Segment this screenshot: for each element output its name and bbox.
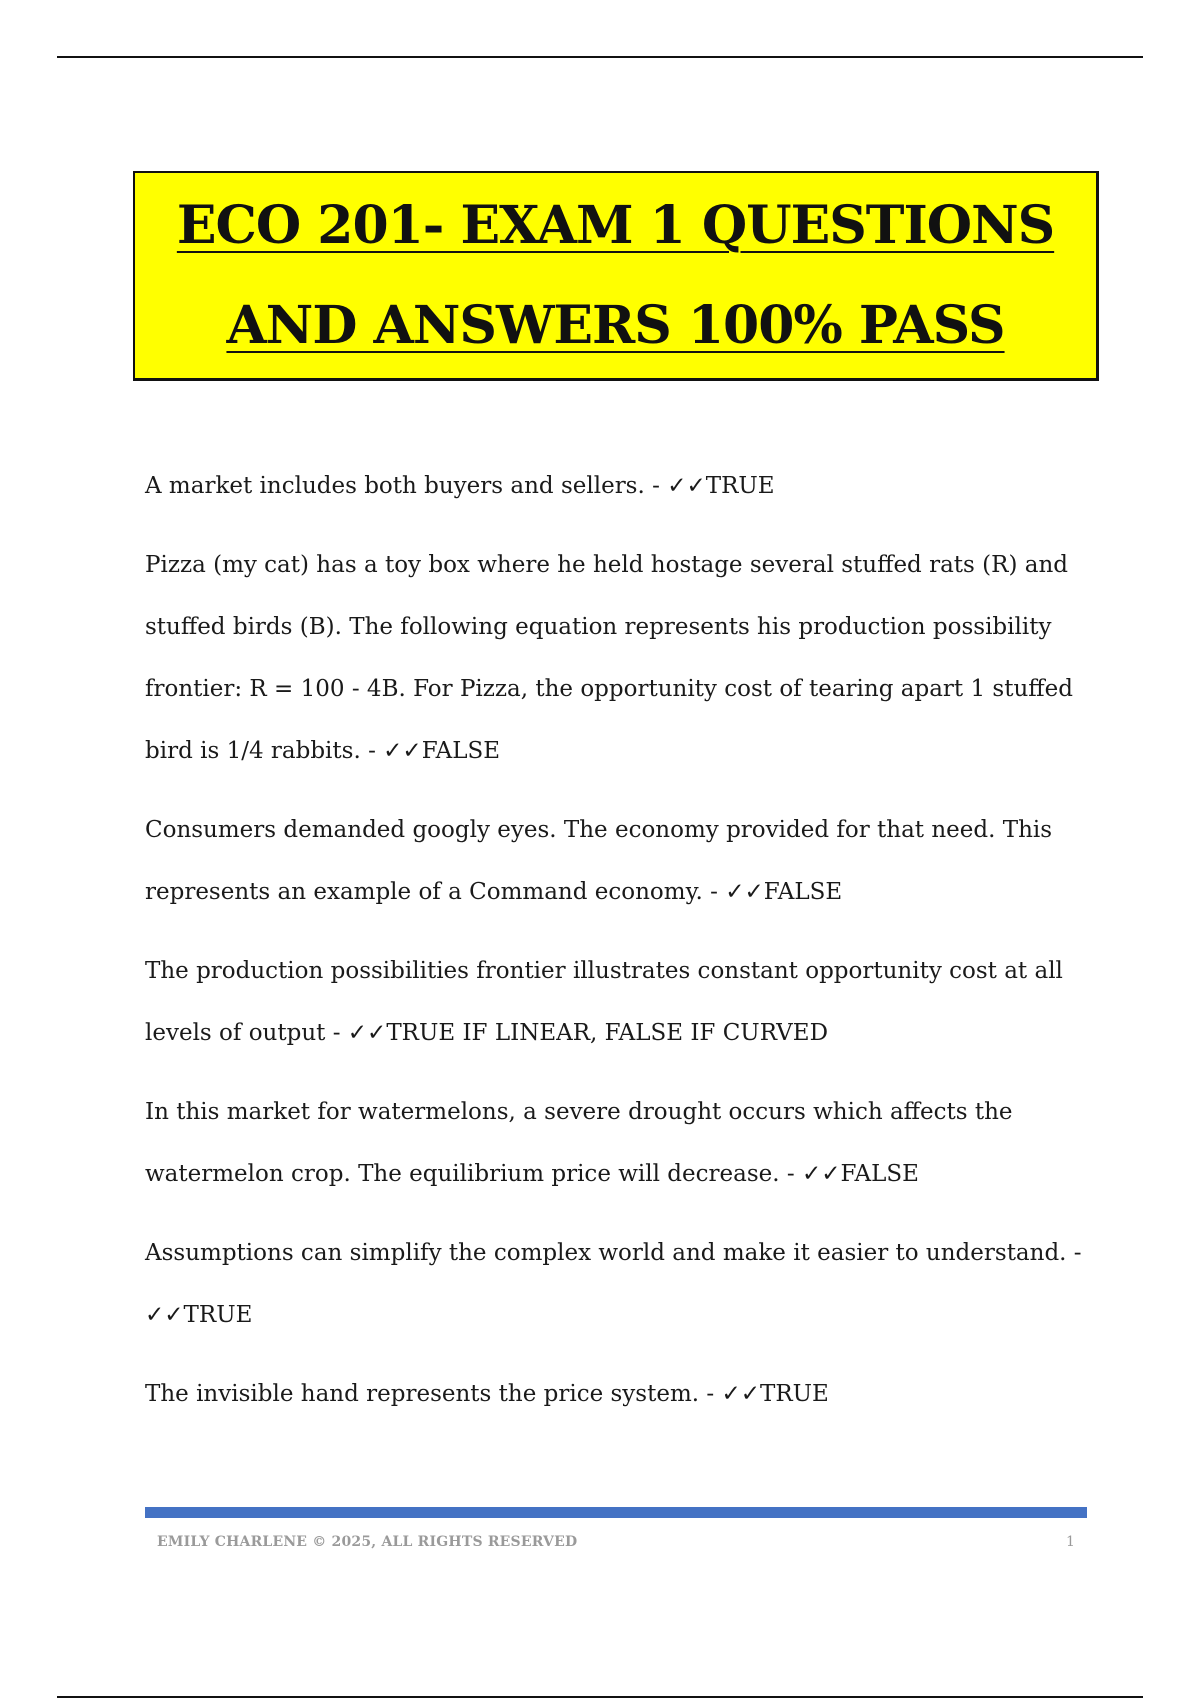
qa-item: A market includes both buyers and sellers. - ✓✓TRUE: [145, 473, 775, 499]
title-line-2: AND ANSWERS 100% PASS: [226, 294, 1005, 356]
footer-copyright: EMILY CHARLENE © 2025, ALL RIGHTS RESERVED: [157, 1534, 578, 1550]
top-rule: [57, 56, 1143, 58]
title-banner: [133, 171, 1099, 381]
footer-bar: [145, 1507, 1087, 1518]
page-number: 1: [1066, 1534, 1075, 1550]
title-line-1: ECO 201- EXAM 1 QUESTIONS: [176, 194, 1055, 256]
qa-item: In this market for watermelons, a severe drought occurs which affects the watermelon crop. The equilibrium price will decrease. - ✓✓FALSE: [145, 1099, 1013, 1187]
qa-item: Assumptions can simplify the complex world and make it easier to understand. - ✓✓TRUE: [145, 1240, 1082, 1328]
qa-list: [145, 455, 1085, 1442]
qa-item: The production possibilities frontier illustrates constant opportunity cost at all levels of output - ✓✓TRUE IF LINEAR, FALSE IF CURVED: [145, 958, 1063, 1046]
bottom-rule: [57, 1696, 1143, 1698]
qa-item: Consumers demanded googly eyes. The economy provided for that need. This represents an example of a Command economy. - ✓✓FALSE: [145, 817, 1053, 905]
qa-item: The invisible hand represents the price system. - ✓✓TRUE: [145, 1381, 829, 1407]
qa-item: Pizza (my cat) has a toy box where he held hostage several stuffed rats (R) and stuffed birds (B). The following equation represents his production possibility frontier: R = 100 - 4B. For Pizza, the opportunity cost of tearing apart 1 stuffed bird is 1/4 rabbits. - ✓✓FALSE: [145, 552, 1073, 764]
